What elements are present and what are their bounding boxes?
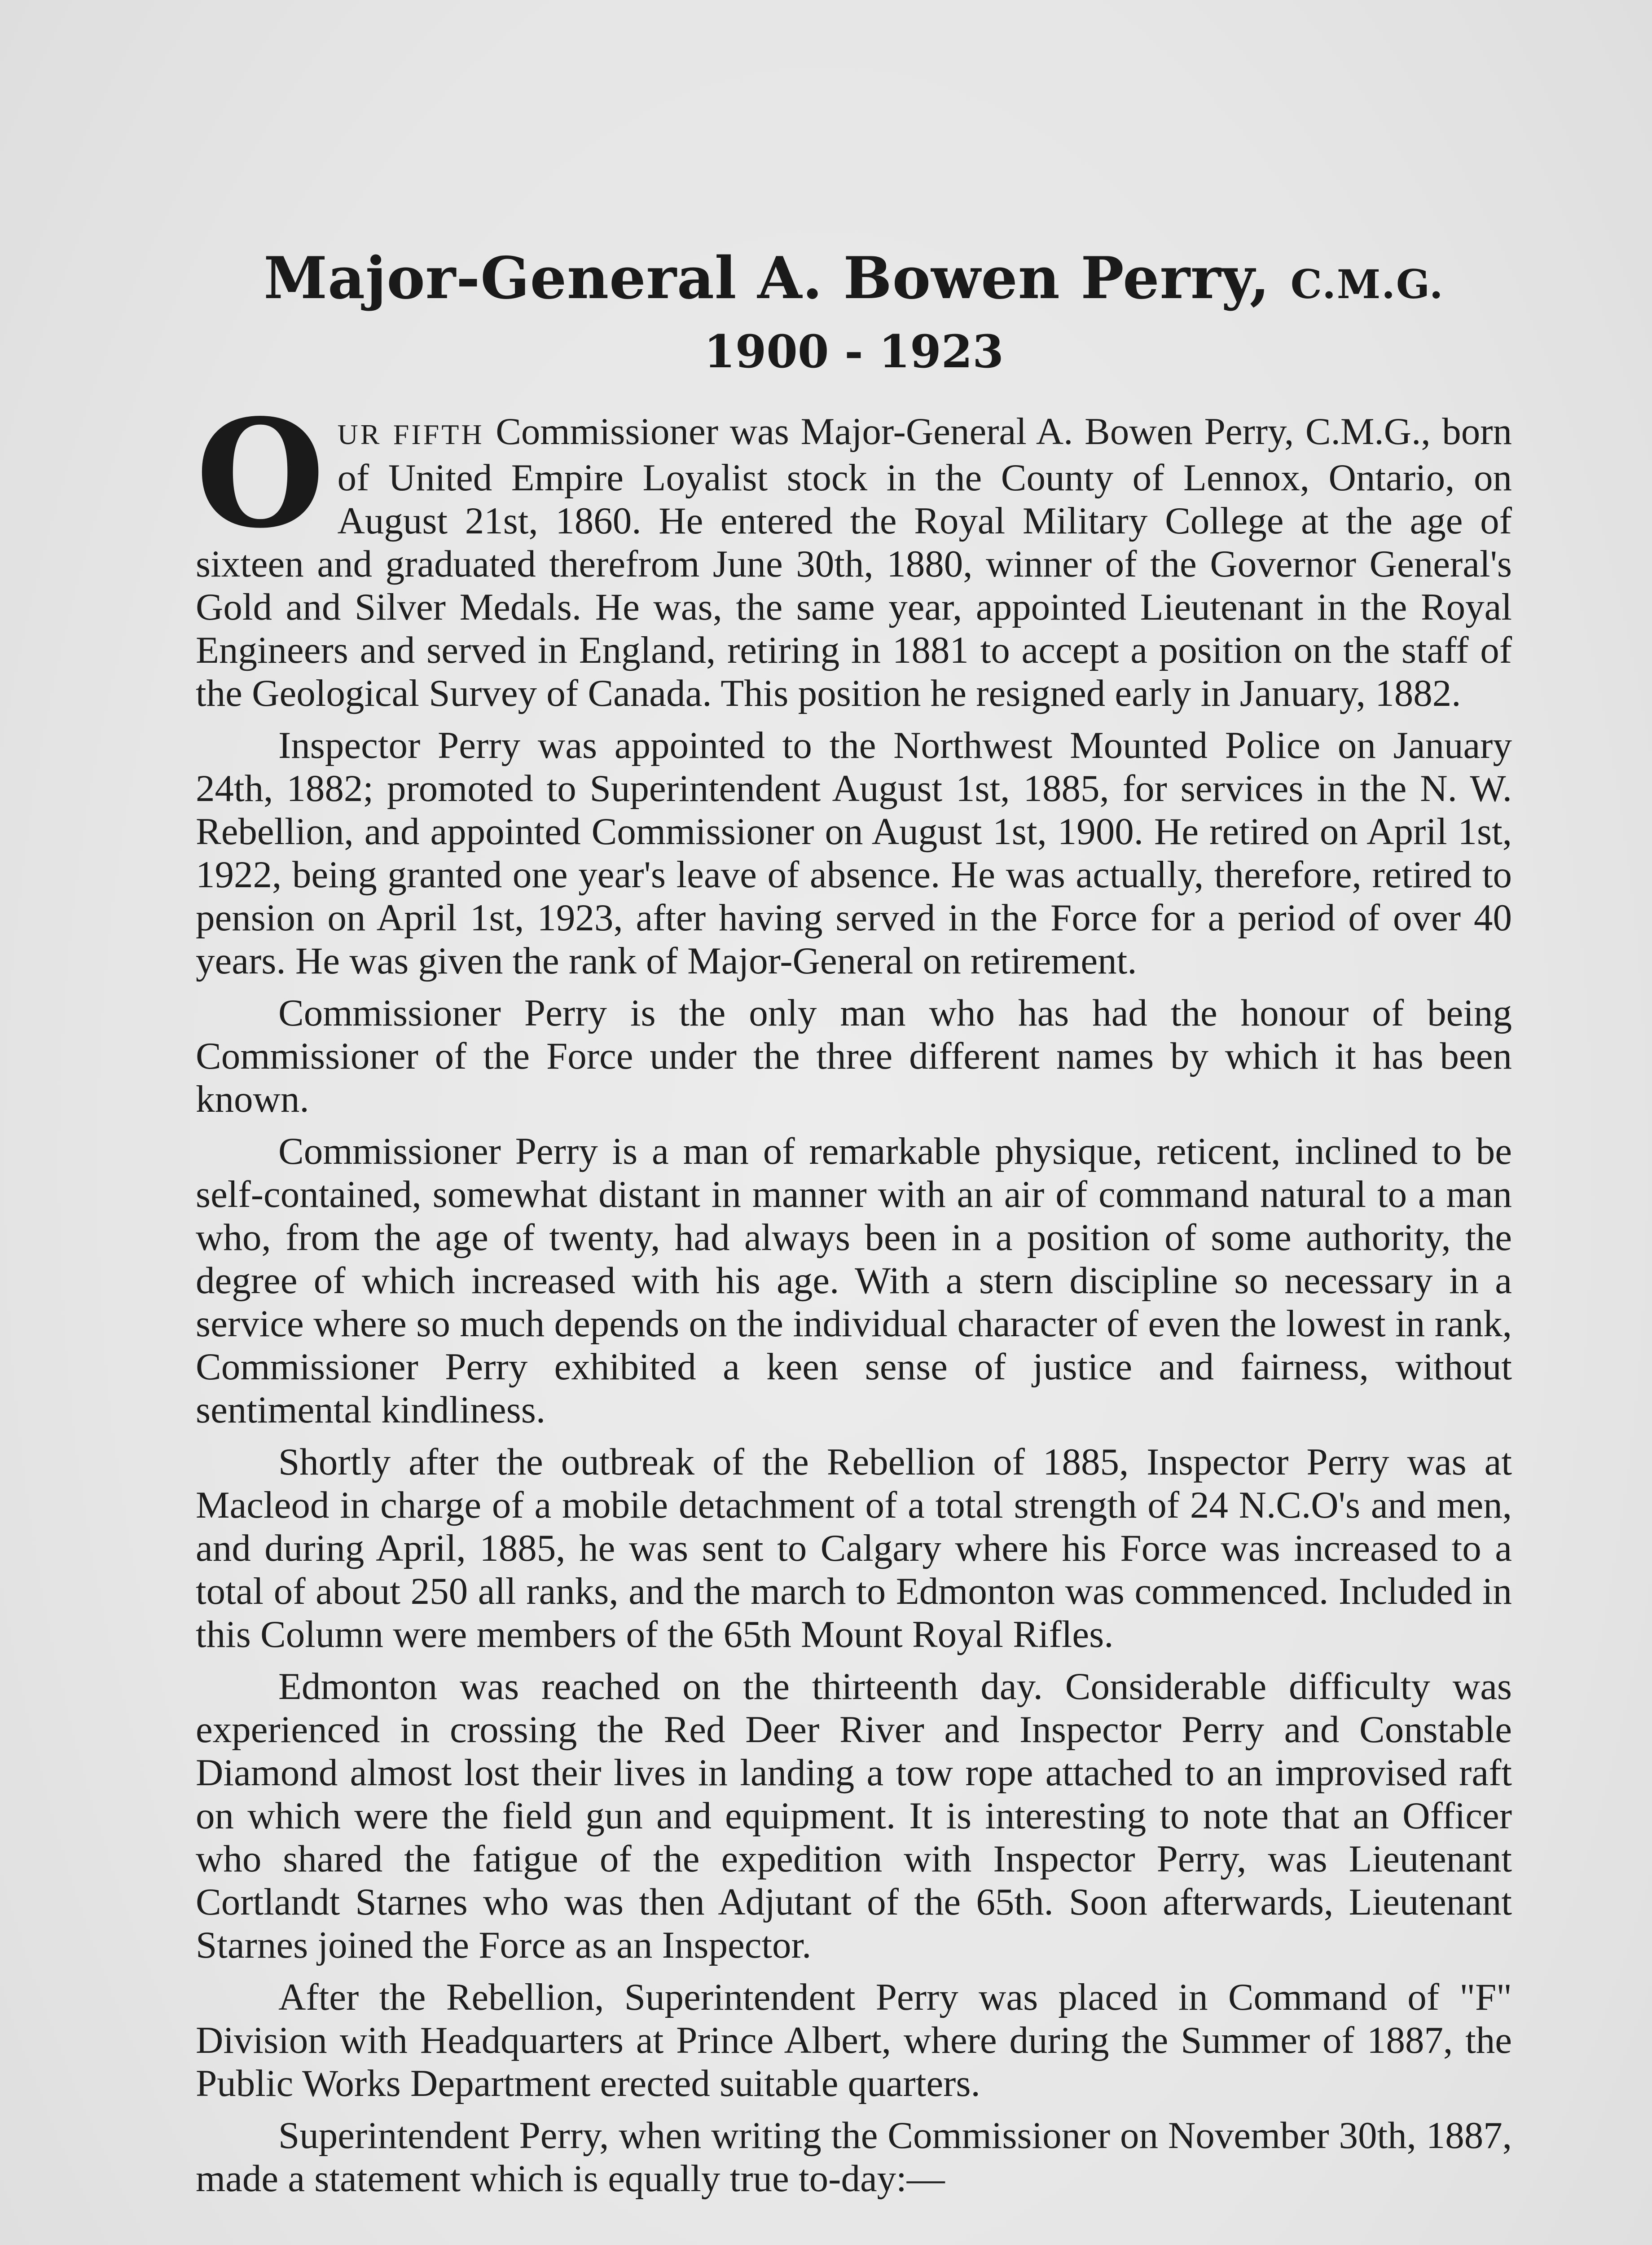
paragraph-6: Edmonton was reached on the thirteenth day. Considerable difficulty was experienced in crossing the Red Deer River and Inspector Perry and Constable Diamond almost lost their lives in landing a tow rope attached to an improvised raft on which were the field gun and equipment. It is interesting to note that an Officer who shared the fatigue of the expedition with Inspector Perry, was Lieutenant Cortlandt Starnes who was then Adjutant of the 65th. Soon afterwards, Lieutenant Starnes joined the Force as an Inspector. — [196, 1665, 1512, 1966]
lead-smallcaps: UR FIFTH — [337, 418, 484, 450]
drop-cap: O — [196, 387, 325, 561]
paragraph-8: Superintendent Perry, when writing the Commissioner on November 30th, 1887, made a statement which is equally true to-day:— — [196, 2114, 1512, 2200]
paragraph-5: Shortly after the outbreak of the Rebellion of 1885, Inspector Perry was at Macleod in charge of a mobile detachment of a total strength of 24 N.C.O's and men, and during April, 1885, he was sent to Calgary where his Force was increased to a total of about 250 all ranks, and the march to Edmonton was commenced. Included in this Column were members of the 65th Mount Royal Rifles. — [196, 1441, 1512, 1655]
paragraph-1 — [196, 387, 1512, 715]
paragraph-1-text: Commissioner was Major-General A. Bowen Perry, C.M.G., born of United Empire Loyalist stock in the County of Lennox, Ontario, on August 21st, 1860. He entered the Royal Military College at the age of sixteen and graduated therefrom June 30th, 1880, winner of the Governor General's Gold and Silver Medals. He was, the same year, appointed Lieutenant in the Royal Engineers and served in England, retiring in 1881 to accept a position on the staff of the Geological Survey of Canada. This position he resigned early in January, 1882. — [196, 410, 1512, 714]
tenure-years: 1900 - 1923 — [704, 325, 1004, 378]
page-title — [196, 242, 1512, 320]
paragraph-7: After the Rebellion, Superintendent Perry was placed in Command of "F" Division with Headquarters at Prince Albert, where during the Summer of 1887, the Public Works Department erected suitable quarters. — [196, 1976, 1512, 2104]
paragraph-2: Inspector Perry was appointed to the Northwest Mounted Police on January 24th, 1882; promoted to Superintendent August 1st, 1885, for services in the N. W. Rebellion, and appointed Commissioner on August 1st, 1900. He retired on April 1st, 1922, being granted one year's leave of absence. He was actually, therefore, retired to pension on April 1st, 1923, after having served in the Force for a period of over 40 years. He was given the rank of Major-General on retirement. — [196, 724, 1512, 982]
article-body — [196, 387, 1512, 2200]
text-block — [196, 242, 1512, 2209]
paragraph-3: Commissioner Perry is the only man who has had the honour of being Commissioner of the Force under the three different names by which it has been known. — [196, 992, 1512, 1120]
title-suffix: C.M.G. — [1290, 261, 1444, 308]
title-name: Major-General A. Bowen Perry, — [264, 245, 1270, 312]
paragraph-4: Commissioner Perry is a man of remarkable physique, reticent, inclined to be self-contained, somewhat distant in manner with an air of command natural to a man who, from the age of twenty, had always been in a position of some authority, the degree of which increased with his age. With a stern discipline so necessary in a service where so much depends on the individual character of even the lowest in rank, Commissioner Perry exhibited a keen sense of justice and fairness, without sentimental kindliness. — [196, 1130, 1512, 1431]
